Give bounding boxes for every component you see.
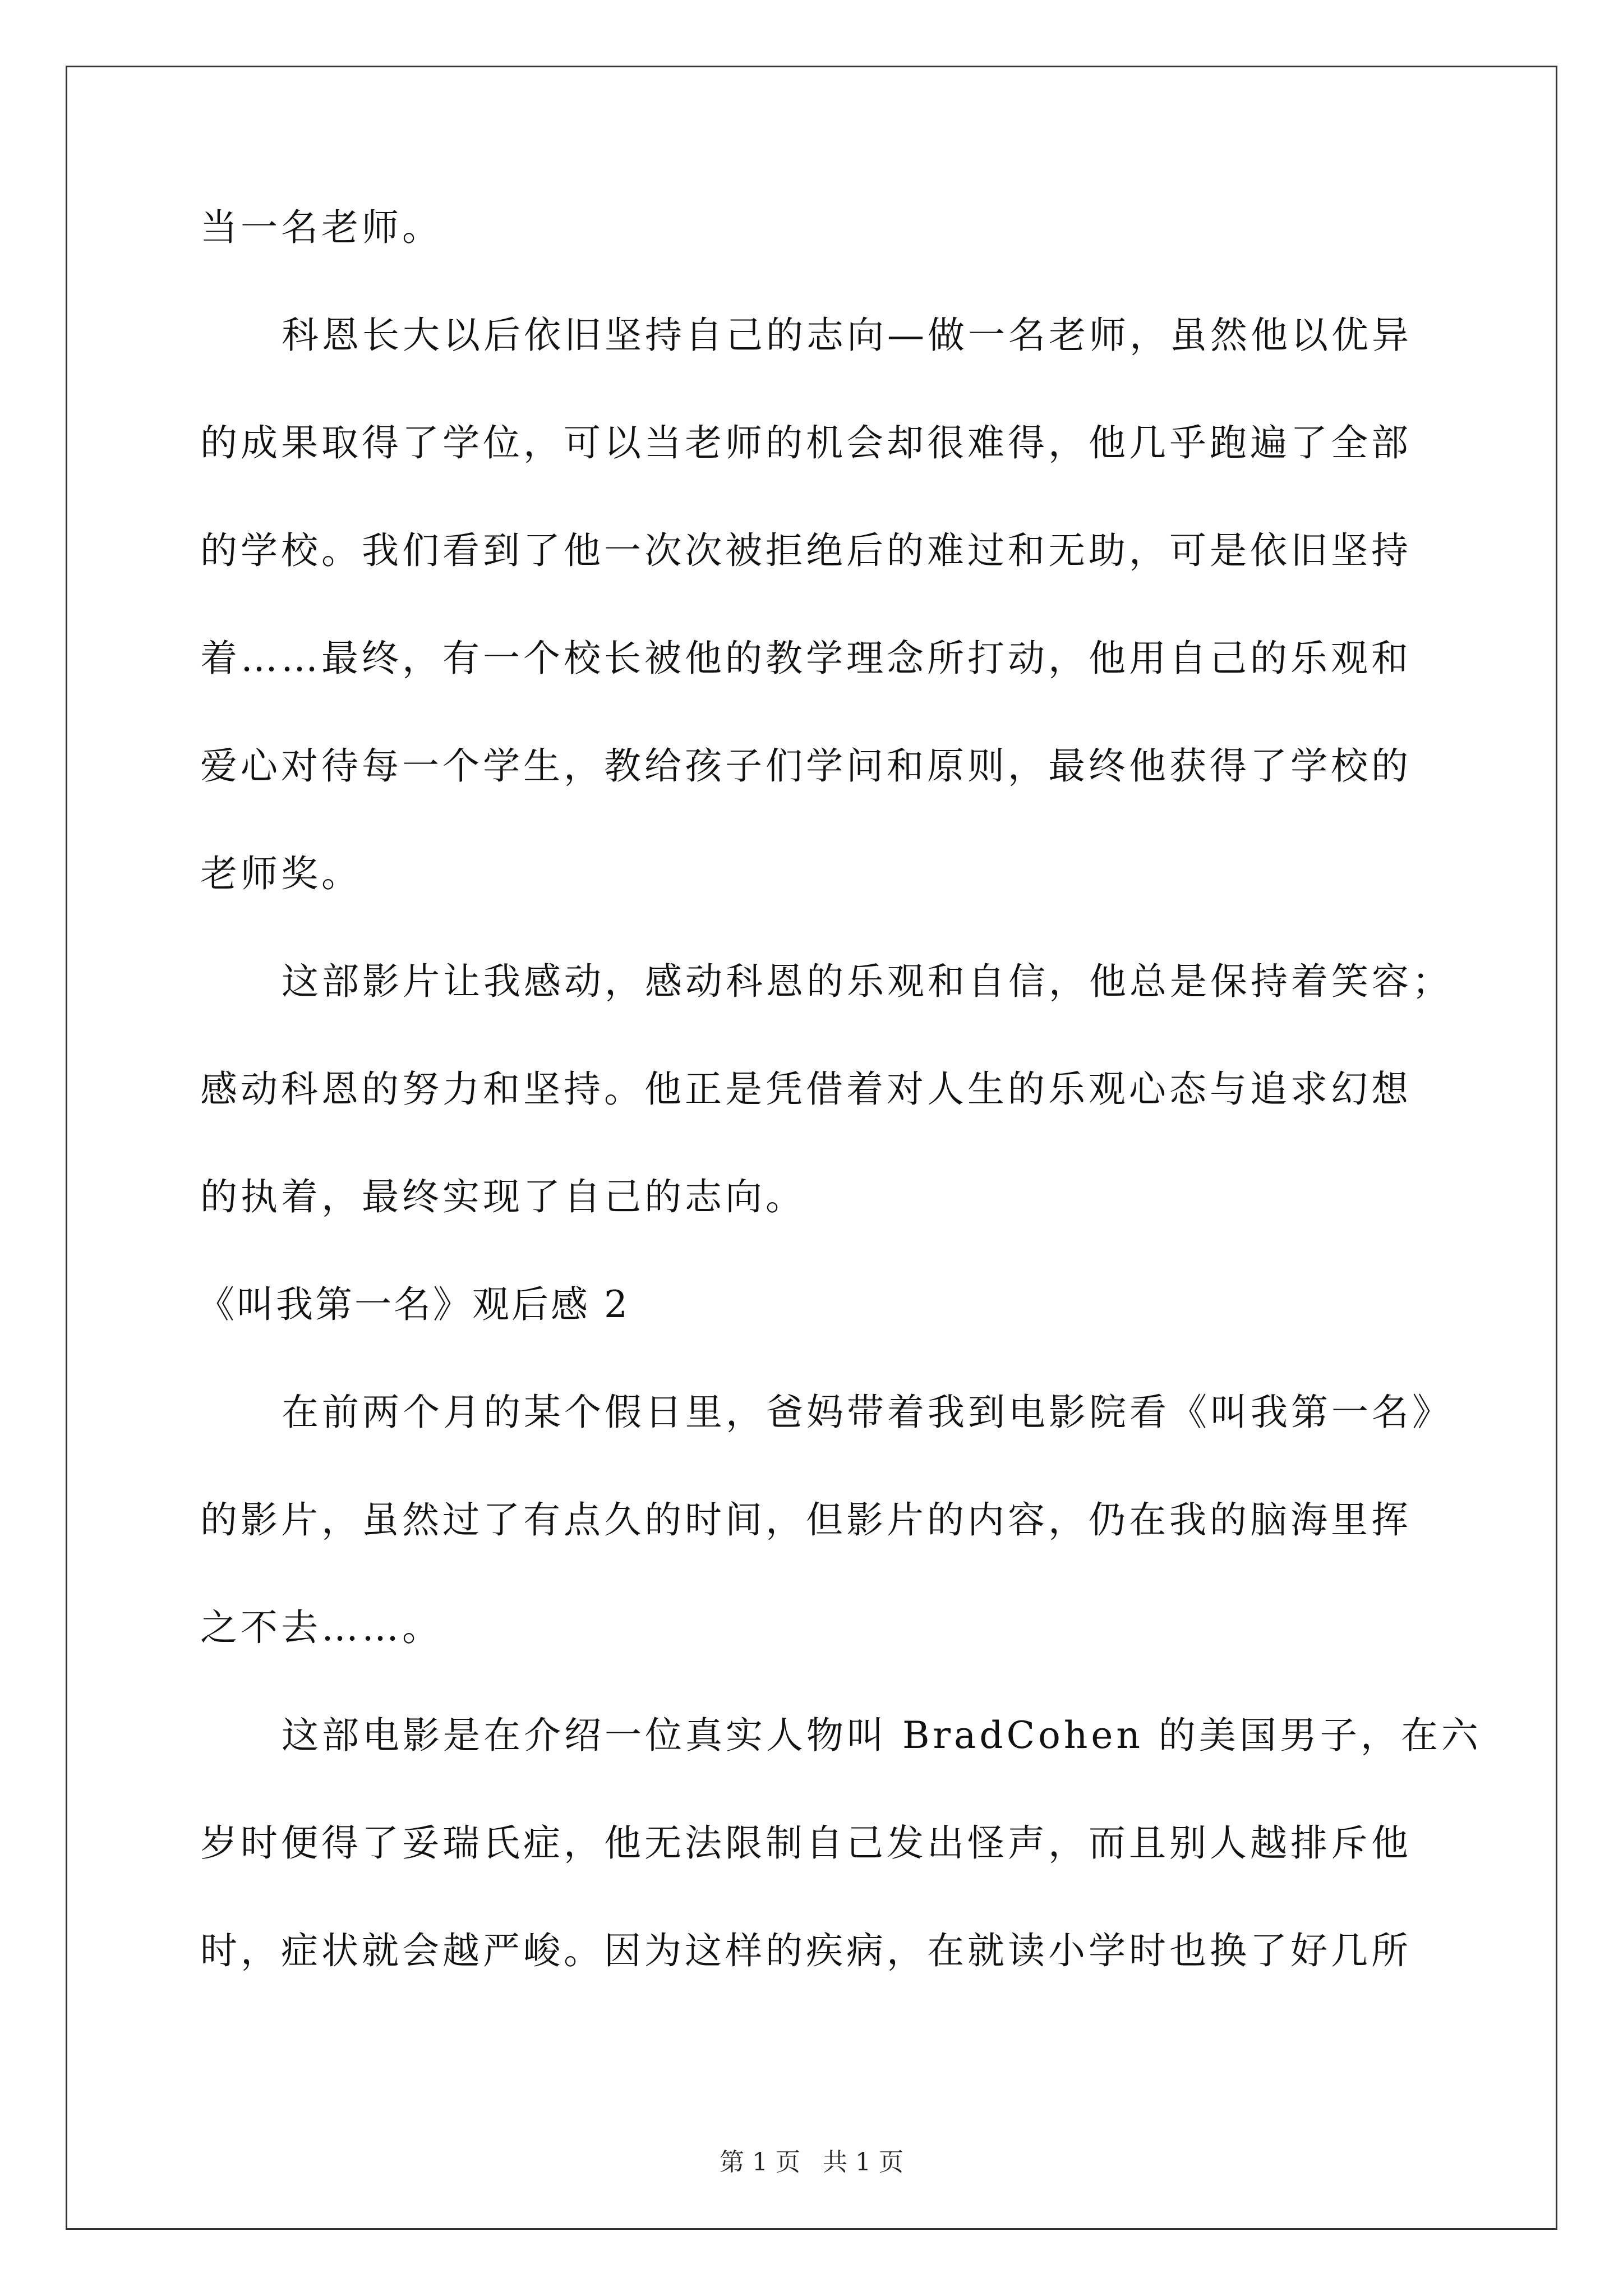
body-line: 爱心对待每一个学生，教给孩子们学问和原则，最终他获得了学校的: [200, 744, 1412, 788]
page-footer: [0, 2148, 1623, 2177]
body-line: 着……最终，有一个校长被他的教学理念所打动，他用自己的乐观和: [200, 637, 1412, 680]
body-line: 的学校。我们看到了他一次次被拒绝后的难过和无助，可是依旧坚持: [200, 529, 1412, 572]
body-line: 之不去……。: [200, 1606, 442, 1649]
page-number: 第 1 页: [720, 2148, 800, 2177]
document-body: [197, 206, 1482, 2039]
body-line: 感动科恩的努力和坚持。他正是凭借着对人生的乐观心态与追求幻想: [200, 1068, 1412, 1111]
paragraph-first-line: 在前两个月的某个假日里，爸妈带着我到电影院看《叫我第一名》: [282, 1391, 1453, 1434]
section-heading: 《叫我第一名》观后感 2: [197, 1283, 630, 1326]
body-line: 当一名老师。: [200, 206, 442, 249]
body-line: 岁时便得了妥瑞氏症，他无法限制自己发出怪声，而且别人越排斥他: [200, 1821, 1412, 1865]
body-line: 的成果取得了学位，可以当老师的机会却很难得，他几乎跑遍了全部: [200, 421, 1412, 464]
body-line: 老师奖。: [200, 852, 362, 895]
body-line: 时，症状就会越严峻。因为这样的疾病，在就读小学时也换了好几所: [200, 1929, 1412, 1972]
page-total: 共 1 页: [823, 2148, 903, 2177]
paragraph-first-line: 这部影片让我感动，感动科恩的乐观和自信，他总是保持着笑容；: [282, 960, 1453, 1003]
body-line: 的执着，最终实现了自己的志向。: [200, 1175, 806, 1218]
paragraph-first-line: 科恩长大以后依旧坚持自己的志向—做一名老师，虽然他以优异: [282, 314, 1412, 357]
body-line: 的影片，虽然过了有点久的时间，但影片的内容，仍在我的脑海里挥: [200, 1498, 1412, 1542]
paragraph-first-line: 这部电影是在介绍一位真实人物叫 BradCohen 的美国男子，在六: [282, 1714, 1482, 1757]
